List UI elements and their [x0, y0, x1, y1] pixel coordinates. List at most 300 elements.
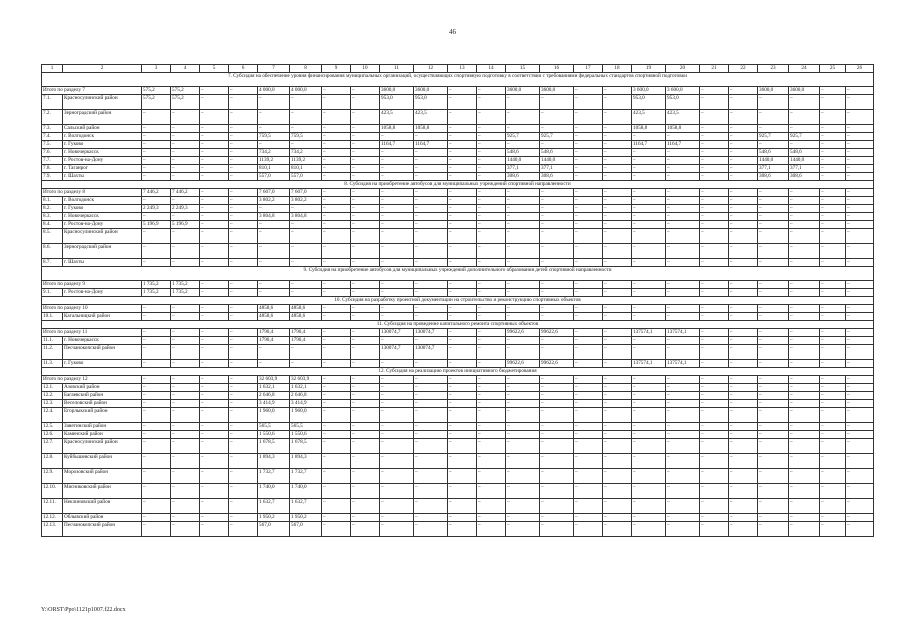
value-cell: –: [700, 454, 729, 469]
value-cell: –: [229, 141, 258, 149]
value-cell: –: [142, 439, 171, 454]
value-cell: –: [574, 408, 603, 423]
value-cell: –: [729, 360, 758, 368]
value-cell: 1058,8: [380, 125, 414, 133]
table-row: [42, 95, 874, 110]
page-number: 46: [449, 28, 456, 36]
value-cell: –: [448, 400, 477, 408]
value-cell: –: [700, 423, 729, 431]
total-label: Итого по разделу 10: [42, 305, 142, 313]
value-cell: 3600,0: [789, 87, 820, 95]
value-cell: –: [414, 244, 448, 259]
municipality-name: Заветинский район: [63, 423, 142, 431]
value-cell: –: [351, 87, 380, 95]
table-row: [42, 205, 874, 213]
value-cell: –: [200, 522, 229, 537]
value-cell: 557,0: [290, 173, 322, 181]
value-cell: –: [789, 499, 820, 514]
value-cell: –: [290, 141, 322, 149]
municipality-name: г. Волгодонск: [63, 197, 142, 205]
value-cell: 1 740,0: [258, 484, 290, 499]
value-cell: –: [729, 384, 758, 392]
row-number: 8.1.: [42, 197, 63, 205]
value-cell: –: [729, 289, 758, 297]
section-total-row: [42, 281, 874, 289]
value-cell: –: [506, 141, 540, 149]
value-cell: –: [351, 221, 380, 229]
value-cell: –: [729, 110, 758, 125]
municipality-name: г. Гуково: [63, 141, 142, 149]
value-cell: –: [380, 392, 414, 400]
value-cell: –: [789, 329, 820, 337]
value-cell: –: [142, 431, 171, 439]
header-cell: 7: [258, 65, 290, 73]
value-cell: –: [789, 522, 820, 537]
value-cell: –: [290, 110, 322, 125]
value-cell: –: [758, 400, 789, 408]
value-cell: –: [258, 281, 290, 289]
header-cell: 24: [789, 65, 820, 73]
value-cell: 3600,0: [414, 87, 448, 95]
value-cell: –: [700, 484, 729, 499]
value-cell: 137574,1: [632, 360, 666, 368]
value-cell: –: [729, 522, 758, 537]
value-cell: 575,2: [171, 87, 200, 95]
value-cell: –: [700, 244, 729, 259]
value-cell: –: [700, 133, 729, 141]
value-cell: –: [603, 213, 632, 221]
value-cell: –: [666, 499, 700, 514]
header-cell: 21: [700, 65, 729, 73]
value-cell: –: [758, 439, 789, 454]
value-cell: –: [200, 400, 229, 408]
row-number: 12.5.: [42, 423, 63, 431]
header-cell: 1: [42, 65, 63, 73]
value-cell: –: [477, 157, 506, 165]
value-cell: –: [540, 259, 574, 267]
value-cell: –: [351, 337, 380, 345]
value-cell: –: [666, 305, 700, 313]
row-number: 12.2.: [42, 392, 63, 400]
value-cell: –: [351, 384, 380, 392]
value-cell: –: [171, 110, 200, 125]
table-row: [42, 213, 874, 221]
value-cell: –: [322, 392, 351, 400]
value-cell: –: [477, 141, 506, 149]
section-title-row: [42, 297, 874, 305]
municipality-name: Багаевский район: [63, 392, 142, 400]
row-number: 12.13.: [42, 522, 63, 537]
value-cell: –: [700, 469, 729, 484]
row-number: 12.3.: [42, 400, 63, 408]
value-cell: –: [603, 499, 632, 514]
value-cell: –: [351, 313, 380, 321]
value-cell: –: [846, 454, 874, 469]
table-row: [42, 125, 874, 133]
value-cell: –: [666, 221, 700, 229]
value-cell: –: [700, 125, 729, 133]
value-cell: 2 249,3: [142, 205, 171, 213]
value-cell: –: [322, 205, 351, 213]
value-cell: –: [414, 439, 448, 454]
value-cell: –: [820, 173, 846, 181]
value-cell: –: [414, 360, 448, 368]
row-number: 10.1.: [42, 313, 63, 321]
value-cell: –: [171, 244, 200, 259]
value-cell: –: [380, 484, 414, 499]
value-cell: –: [758, 431, 789, 439]
value-cell: –: [574, 149, 603, 157]
value-cell: –: [540, 376, 574, 384]
value-cell: 99622,6: [506, 360, 540, 368]
value-cell: –: [632, 205, 666, 213]
value-cell: –: [477, 454, 506, 469]
value-cell: –: [290, 281, 322, 289]
value-cell: –: [729, 337, 758, 345]
value-cell: –: [171, 173, 200, 181]
value-cell: –: [666, 197, 700, 205]
value-cell: –: [729, 345, 758, 360]
municipality-name: г. Волгодонск: [63, 133, 142, 141]
value-cell: –: [414, 431, 448, 439]
value-cell: 1 632,1: [258, 384, 290, 392]
value-cell: –: [477, 125, 506, 133]
value-cell: –: [700, 95, 729, 110]
value-cell: 1 632,1: [290, 384, 322, 392]
value-cell: –: [506, 408, 540, 423]
value-cell: –: [448, 384, 477, 392]
value-cell: –: [603, 197, 632, 205]
value-cell: –: [380, 213, 414, 221]
value-cell: –: [414, 408, 448, 423]
value-cell: –: [142, 165, 171, 173]
value-cell: –: [632, 244, 666, 259]
value-cell: –: [506, 189, 540, 197]
value-cell: –: [229, 305, 258, 313]
row-number: 7.5.: [42, 141, 63, 149]
value-cell: –: [477, 289, 506, 297]
value-cell: –: [322, 499, 351, 514]
value-cell: –: [414, 221, 448, 229]
value-cell: –: [540, 484, 574, 499]
value-cell: –: [142, 360, 171, 368]
value-cell: –: [414, 165, 448, 173]
value-cell: –: [506, 345, 540, 360]
value-cell: –: [700, 329, 729, 337]
municipality-name: Азовский район: [63, 384, 142, 392]
value-cell: –: [229, 189, 258, 197]
value-cell: –: [200, 469, 229, 484]
header-cell: 18: [603, 65, 632, 73]
value-cell: –: [142, 213, 171, 221]
value-cell: –: [540, 281, 574, 289]
value-cell: –: [574, 384, 603, 392]
value-cell: –: [380, 337, 414, 345]
row-number: 11.3.: [42, 360, 63, 368]
value-cell: –: [729, 149, 758, 157]
value-cell: –: [142, 400, 171, 408]
value-cell: 308,6: [540, 173, 574, 181]
row-number: 7.6.: [42, 149, 63, 157]
value-cell: –: [322, 189, 351, 197]
value-cell: –: [200, 423, 229, 431]
header-cell: 5: [200, 65, 229, 73]
row-number: 7.7.: [42, 157, 63, 165]
value-cell: –: [142, 244, 171, 259]
value-cell: –: [540, 454, 574, 469]
value-cell: –: [540, 423, 574, 431]
value-cell: –: [758, 313, 789, 321]
value-cell: –: [414, 213, 448, 221]
value-cell: –: [290, 205, 322, 213]
value-cell: 3 804,8: [290, 213, 322, 221]
value-cell: –: [820, 408, 846, 423]
value-cell: –: [477, 337, 506, 345]
value-cell: –: [229, 221, 258, 229]
section-title: 8. Субсидия на приобретение автобусов для муниципальных учреждений спортивной направленности: [42, 181, 874, 189]
value-cell: –: [603, 514, 632, 522]
table-row: [42, 392, 874, 400]
value-cell: –: [171, 408, 200, 423]
value-cell: –: [229, 484, 258, 499]
value-cell: –: [477, 384, 506, 392]
value-cell: –: [171, 499, 200, 514]
header-cell: 26: [846, 65, 874, 73]
value-cell: 1440,0: [758, 157, 789, 165]
value-cell: –: [200, 313, 229, 321]
value-cell: –: [477, 110, 506, 125]
value-cell: 423,5: [380, 110, 414, 125]
value-cell: –: [603, 431, 632, 439]
value-cell: 1440,0: [540, 157, 574, 165]
value-cell: –: [729, 305, 758, 313]
value-cell: –: [632, 400, 666, 408]
value-cell: –: [603, 408, 632, 423]
municipality-name: Каменский район: [63, 431, 142, 439]
value-cell: –: [448, 173, 477, 181]
header-cell: 17: [574, 65, 603, 73]
value-cell: –: [351, 197, 380, 205]
value-cell: –: [380, 205, 414, 213]
value-cell: –: [758, 221, 789, 229]
value-cell: –: [574, 499, 603, 514]
value-cell: –: [789, 514, 820, 522]
value-cell: –: [603, 125, 632, 133]
municipality-name: Егорлыкский район: [63, 408, 142, 423]
value-cell: 734,2: [258, 149, 290, 157]
value-cell: –: [477, 514, 506, 522]
value-cell: –: [142, 514, 171, 522]
value-cell: –: [448, 454, 477, 469]
value-cell: –: [666, 229, 700, 244]
value-cell: –: [632, 392, 666, 400]
value-cell: –: [351, 514, 380, 522]
value-cell: –: [729, 313, 758, 321]
value-cell: –: [846, 125, 874, 133]
value-cell: –: [200, 189, 229, 197]
value-cell: –: [258, 259, 290, 267]
value-cell: –: [540, 289, 574, 297]
value-cell: –: [200, 259, 229, 267]
value-cell: –: [200, 305, 229, 313]
value-cell: –: [171, 431, 200, 439]
value-cell: –: [448, 376, 477, 384]
value-cell: 130074,7: [414, 345, 448, 360]
value-cell: –: [322, 289, 351, 297]
value-cell: –: [477, 469, 506, 484]
value-cell: –: [414, 384, 448, 392]
value-cell: 925,7: [789, 133, 820, 141]
header-cell: 9: [322, 65, 351, 73]
value-cell: –: [200, 281, 229, 289]
value-cell: –: [171, 329, 200, 337]
value-cell: –: [700, 165, 729, 173]
value-cell: –: [820, 165, 846, 173]
value-cell: 575,2: [142, 95, 171, 110]
value-cell: –: [574, 392, 603, 400]
value-cell: –: [506, 423, 540, 431]
value-cell: –: [846, 431, 874, 439]
value-cell: –: [846, 423, 874, 431]
value-cell: –: [729, 454, 758, 469]
header-cell: 11: [380, 65, 414, 73]
value-cell: 1164,7: [414, 141, 448, 149]
value-cell: –: [729, 165, 758, 173]
value-cell: –: [820, 454, 846, 469]
value-cell: –: [171, 313, 200, 321]
value-cell: –: [322, 423, 351, 431]
value-cell: –: [632, 376, 666, 384]
municipality-name: Зерноградский район: [63, 244, 142, 259]
value-cell: –: [632, 189, 666, 197]
value-cell: –: [477, 213, 506, 221]
municipality-name: Веселовский район: [63, 400, 142, 408]
header-cell: 15: [506, 65, 540, 73]
value-cell: –: [789, 221, 820, 229]
row-number: 7.2.: [42, 110, 63, 125]
value-cell: 925,7: [758, 133, 789, 141]
value-cell: –: [171, 305, 200, 313]
value-cell: –: [171, 259, 200, 267]
value-cell: –: [789, 345, 820, 360]
table-row: [42, 345, 874, 360]
value-cell: 1790,4: [258, 329, 290, 337]
value-cell: –: [290, 289, 322, 297]
header-cell: 16: [540, 65, 574, 73]
value-cell: –: [200, 329, 229, 337]
value-cell: 377,1: [506, 165, 540, 173]
value-cell: –: [448, 87, 477, 95]
value-cell: –: [171, 157, 200, 165]
value-cell: 130074,7: [380, 329, 414, 337]
value-cell: –: [758, 522, 789, 537]
value-cell: –: [700, 221, 729, 229]
value-cell: –: [477, 313, 506, 321]
value-cell: –: [540, 313, 574, 321]
row-number: 8.3.: [42, 213, 63, 221]
value-cell: –: [258, 345, 290, 360]
value-cell: –: [700, 205, 729, 213]
value-cell: –: [758, 423, 789, 431]
value-cell: –: [200, 484, 229, 499]
value-cell: –: [322, 244, 351, 259]
value-cell: 423,5: [414, 110, 448, 125]
value-cell: –: [574, 197, 603, 205]
value-cell: –: [729, 244, 758, 259]
value-cell: –: [448, 329, 477, 337]
value-cell: –: [448, 229, 477, 244]
value-cell: –: [603, 229, 632, 244]
value-cell: –: [540, 439, 574, 454]
row-number: 7.4.: [42, 133, 63, 141]
value-cell: –: [351, 408, 380, 423]
value-cell: –: [414, 454, 448, 469]
value-cell: –: [351, 439, 380, 454]
value-cell: –: [171, 213, 200, 221]
value-cell: –: [540, 305, 574, 313]
value-cell: –: [700, 522, 729, 537]
value-cell: –: [846, 289, 874, 297]
value-cell: –: [414, 392, 448, 400]
value-cell: –: [506, 499, 540, 514]
value-cell: –: [200, 454, 229, 469]
value-cell: –: [820, 125, 846, 133]
value-cell: 1 550,6: [290, 431, 322, 439]
value-cell: –: [477, 281, 506, 289]
value-cell: –: [574, 423, 603, 431]
value-cell: –: [142, 408, 171, 423]
value-cell: –: [666, 408, 700, 423]
value-cell: –: [171, 454, 200, 469]
value-cell: –: [414, 313, 448, 321]
value-cell: –: [200, 205, 229, 213]
value-cell: –: [477, 345, 506, 360]
value-cell: –: [351, 141, 380, 149]
value-cell: –: [574, 439, 603, 454]
value-cell: –: [603, 259, 632, 267]
value-cell: –: [729, 173, 758, 181]
municipality-name: г. Новочеркасск: [63, 213, 142, 221]
value-cell: –: [229, 522, 258, 537]
value-cell: –: [448, 360, 477, 368]
value-cell: –: [666, 392, 700, 400]
value-cell: –: [540, 499, 574, 514]
value-cell: 1 735,2: [171, 289, 200, 297]
value-cell: 1 740,0: [290, 484, 322, 499]
value-cell: 3 414,9: [290, 400, 322, 408]
value-cell: –: [632, 469, 666, 484]
value-cell: –: [322, 522, 351, 537]
value-cell: 377,1: [758, 165, 789, 173]
value-cell: –: [789, 205, 820, 213]
value-cell: –: [789, 337, 820, 345]
value-cell: –: [540, 392, 574, 400]
value-cell: –: [351, 259, 380, 267]
value-cell: –: [351, 229, 380, 244]
value-cell: –: [506, 229, 540, 244]
value-cell: –: [351, 165, 380, 173]
value-cell: –: [789, 305, 820, 313]
value-cell: –: [603, 345, 632, 360]
value-cell: –: [846, 221, 874, 229]
value-cell: –: [506, 400, 540, 408]
value-cell: –: [632, 197, 666, 205]
value-cell: –: [171, 133, 200, 141]
value-cell: –: [758, 259, 789, 267]
value-cell: –: [666, 189, 700, 197]
value-cell: –: [506, 514, 540, 522]
value-cell: –: [846, 173, 874, 181]
